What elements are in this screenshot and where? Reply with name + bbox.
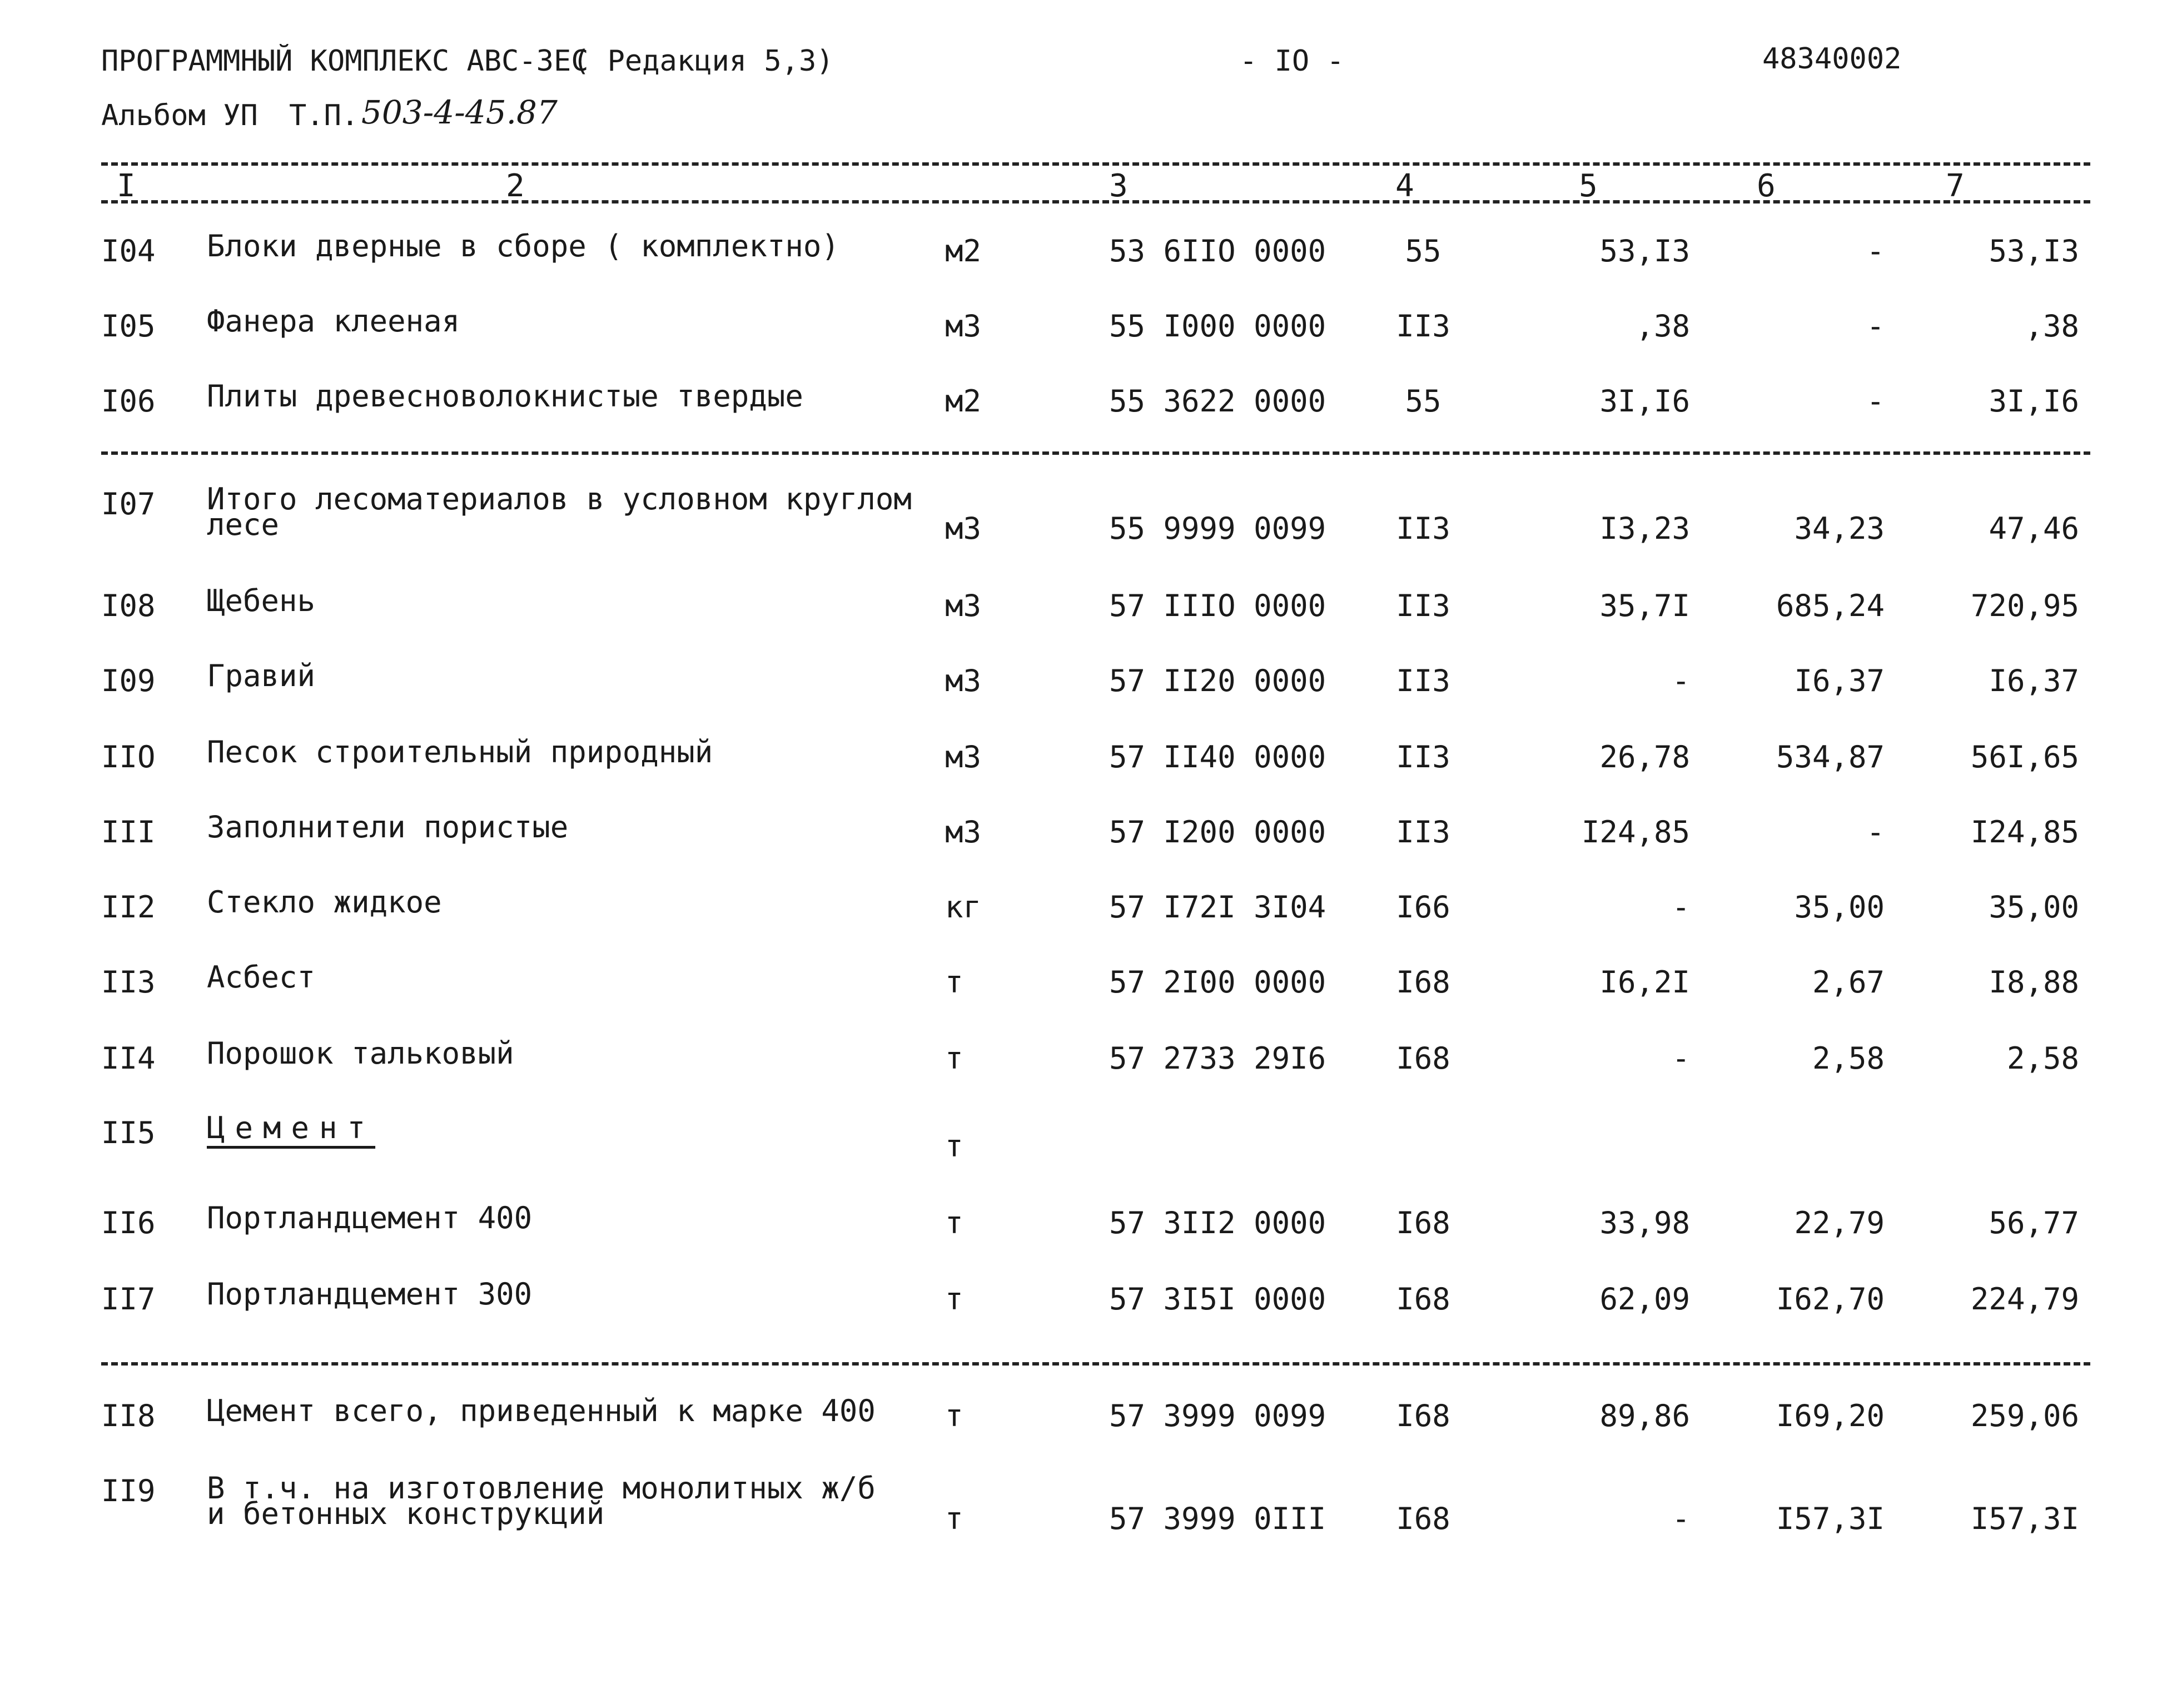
unit: т <box>945 965 963 1000</box>
tp-number: 503-4-45.87 <box>361 93 558 131</box>
material-name: Итого лесоматериалов в условном круглом <box>207 481 912 517</box>
unit: кг <box>945 890 982 925</box>
col7-value: 56I,65 <box>1970 739 2079 774</box>
col6-value: - <box>1866 234 1885 269</box>
material-name: Портландцемент 400 <box>207 1200 533 1235</box>
col5-value: - <box>1672 890 1690 925</box>
col7-value: 53,I3 <box>1989 234 2079 269</box>
album-label: Альбом УП <box>101 99 258 132</box>
program-title: ПРОГРАММНЫЙ КОМПЛЕКС АВС-ЗЕС <box>101 44 589 78</box>
code: 57 3II2 0000 <box>1109 1205 1326 1240</box>
material-name: Стекло жидкое <box>207 885 442 920</box>
table-row <box>0 583 2167 672</box>
row-number: III <box>101 815 156 850</box>
col6-value: 2,67 <box>1812 965 1885 1000</box>
col5-value: ,38 <box>1636 309 1690 344</box>
row-number: II8 <box>101 1398 156 1433</box>
column-header: I <box>117 168 136 204</box>
col5-value: 33,98 <box>1599 1205 1690 1240</box>
unit: м3 <box>945 739 982 774</box>
col6-value: 685,24 <box>1776 588 1885 623</box>
col7-value: 47,46 <box>1989 511 2079 546</box>
table-row <box>0 1277 2167 1365</box>
col5-value: - <box>1672 663 1690 698</box>
col6-value: 534,87 <box>1776 739 1885 774</box>
material-name: Фанера клееная <box>207 304 460 339</box>
col6-value: 35,00 <box>1794 890 1885 925</box>
col6-value: - <box>1866 309 1885 344</box>
col4-value: I68 <box>1396 1398 1450 1433</box>
col4-value: I68 <box>1396 1205 1450 1240</box>
row-number: I04 <box>101 234 156 269</box>
code: 57 3999 0III <box>1109 1501 1326 1536</box>
col6-value: 2,58 <box>1812 1041 1885 1076</box>
col6-value: I57,3I <box>1776 1501 1885 1536</box>
table-row <box>0 481 2167 570</box>
material-name: Плиты древесноволокнистые твердые <box>207 379 803 414</box>
col7-value: I24,85 <box>1970 815 2079 850</box>
material-name: Песок строительный природный <box>207 734 713 769</box>
code: 57 3999 0099 <box>1109 1398 1326 1433</box>
section-heading: Цемент <box>207 1110 376 1145</box>
col7-value: 720,95 <box>1970 588 2079 623</box>
divider-line <box>101 1362 2090 1366</box>
unit: м2 <box>945 234 982 269</box>
unit: т <box>945 1282 963 1317</box>
material-name: Портландцемент 300 <box>207 1277 533 1312</box>
material-name: Щебень <box>207 583 316 618</box>
col5-value: 89,86 <box>1599 1398 1690 1433</box>
unit: м3 <box>945 309 982 344</box>
col4-value: II3 <box>1396 739 1450 774</box>
material-name: Цемент всего, приведенный к марке 400 <box>207 1393 876 1428</box>
unit: т <box>945 1398 963 1433</box>
col4-value: II3 <box>1396 815 1450 850</box>
col6-value: - <box>1866 384 1885 419</box>
col7-value: 56,77 <box>1989 1205 2079 1240</box>
col4-value: II3 <box>1396 309 1450 344</box>
col7-value: ,38 <box>2025 309 2079 344</box>
col7-value: I8,88 <box>1989 965 2079 1000</box>
col7-value: I57,3I <box>1970 1501 2079 1536</box>
code: 57 2I00 0000 <box>1109 965 1326 1000</box>
column-header: 7 <box>1946 168 1965 204</box>
row-number: II9 <box>101 1473 156 1508</box>
col4-value: I68 <box>1396 1501 1450 1536</box>
row-number: I08 <box>101 588 156 623</box>
row-number: I05 <box>101 309 156 344</box>
code: 55 9999 0099 <box>1109 511 1326 546</box>
divider-line <box>101 451 2090 455</box>
row-number: II5 <box>101 1115 156 1150</box>
col4-value: 55 <box>1405 384 1442 419</box>
col6-value: I69,20 <box>1776 1398 1885 1433</box>
col6-value: 34,23 <box>1794 511 1885 546</box>
row-number: I06 <box>101 384 156 419</box>
unit: т <box>945 1041 963 1076</box>
col6-value: I6,37 <box>1794 663 1885 698</box>
material-name: В т.ч. на изготовление монолитных ж/б <box>207 1471 876 1506</box>
material-name: Заполнители пористые <box>207 810 569 845</box>
col5-value: 3I,I6 <box>1599 384 1690 419</box>
table-row <box>0 1393 2167 1482</box>
code: 55 I000 0000 <box>1109 309 1326 344</box>
col7-value: 259,06 <box>1970 1398 2079 1433</box>
col5-value: 62,09 <box>1599 1282 1690 1317</box>
unit: м3 <box>945 663 982 698</box>
divider-line <box>101 162 2090 166</box>
unit: м3 <box>945 588 982 623</box>
col5-value: I24,85 <box>1581 815 1690 850</box>
unit: т <box>945 1501 963 1536</box>
col4-value: II3 <box>1396 663 1450 698</box>
material-name-continued: и бетонных конструкций <box>207 1496 605 1531</box>
code: 57 II20 0000 <box>1109 663 1326 698</box>
col6-value: - <box>1866 815 1885 850</box>
edition-label: ( Редакция 5,3) <box>573 44 834 78</box>
code: 57 II40 0000 <box>1109 739 1326 774</box>
col5-value: 53,I3 <box>1599 234 1690 269</box>
row-number: II4 <box>101 1041 156 1076</box>
col5-value: - <box>1672 1041 1690 1076</box>
col4-value: 55 <box>1405 234 1442 269</box>
row-number: I07 <box>101 486 156 522</box>
code: 57 2733 29I6 <box>1109 1041 1326 1076</box>
col5-value: I6,2I <box>1599 965 1690 1000</box>
col4-value: I68 <box>1396 1041 1450 1076</box>
table-row <box>0 1110 2167 1199</box>
table-row <box>0 885 2167 973</box>
code: 57 I200 0000 <box>1109 815 1326 850</box>
material-name: Асбест <box>207 960 316 995</box>
table-row <box>0 1473 2167 1557</box>
col7-value: 3I,I6 <box>1989 384 2079 419</box>
tp-label: Т.П. <box>289 99 359 132</box>
unit: т <box>945 1129 963 1164</box>
code: 57 IIIO 0000 <box>1109 588 1326 623</box>
col4-value: II3 <box>1396 588 1450 623</box>
unit: т <box>945 1205 963 1240</box>
material-name-continued: лесе <box>207 507 280 542</box>
column-header: 2 <box>506 168 525 204</box>
row-number: II6 <box>101 1205 156 1240</box>
col5-value: - <box>1672 1501 1690 1536</box>
unit: м3 <box>945 815 982 850</box>
code: 53 6IIO 0000 <box>1109 234 1326 269</box>
column-header: 3 <box>1109 168 1128 204</box>
material-name: Блоки дверные в сборе ( комплектно) <box>207 229 839 264</box>
material-name: Порошок тальковый <box>207 1036 514 1071</box>
unit: м3 <box>945 511 982 546</box>
col7-value: 224,79 <box>1970 1282 2079 1317</box>
col6-value: I62,70 <box>1776 1282 1885 1317</box>
unit: м2 <box>945 384 982 419</box>
col7-value: I6,37 <box>1989 663 2079 698</box>
document-code: 48340002 <box>1762 42 1902 76</box>
code: 57 I72I 3I04 <box>1109 890 1326 925</box>
col4-value: II3 <box>1396 511 1450 546</box>
col4-value: I66 <box>1396 890 1450 925</box>
column-header: 5 <box>1579 168 1598 204</box>
col5-value: I3,23 <box>1599 511 1690 546</box>
col7-value: 35,00 <box>1989 890 2079 925</box>
code: 55 3622 0000 <box>1109 384 1326 419</box>
row-number: II2 <box>101 890 156 925</box>
column-header: 6 <box>1757 168 1776 204</box>
column-header: 4 <box>1395 168 1414 204</box>
col6-value: 22,79 <box>1794 1205 1885 1240</box>
col4-value: I68 <box>1396 1282 1450 1317</box>
divider-line <box>101 200 2090 203</box>
col5-value: 26,78 <box>1599 739 1690 774</box>
row-number: IIO <box>101 739 156 774</box>
col4-value: I68 <box>1396 965 1450 1000</box>
code: 57 3I5I 0000 <box>1109 1282 1326 1317</box>
col7-value: 2,58 <box>2006 1041 2079 1076</box>
page-number: - IO - <box>1240 44 1344 78</box>
material-name: Гравий <box>207 658 316 693</box>
row-number: II7 <box>101 1282 156 1317</box>
row-number: II3 <box>101 965 156 1000</box>
row-number: I09 <box>101 663 156 698</box>
col5-value: 35,7I <box>1599 588 1690 623</box>
